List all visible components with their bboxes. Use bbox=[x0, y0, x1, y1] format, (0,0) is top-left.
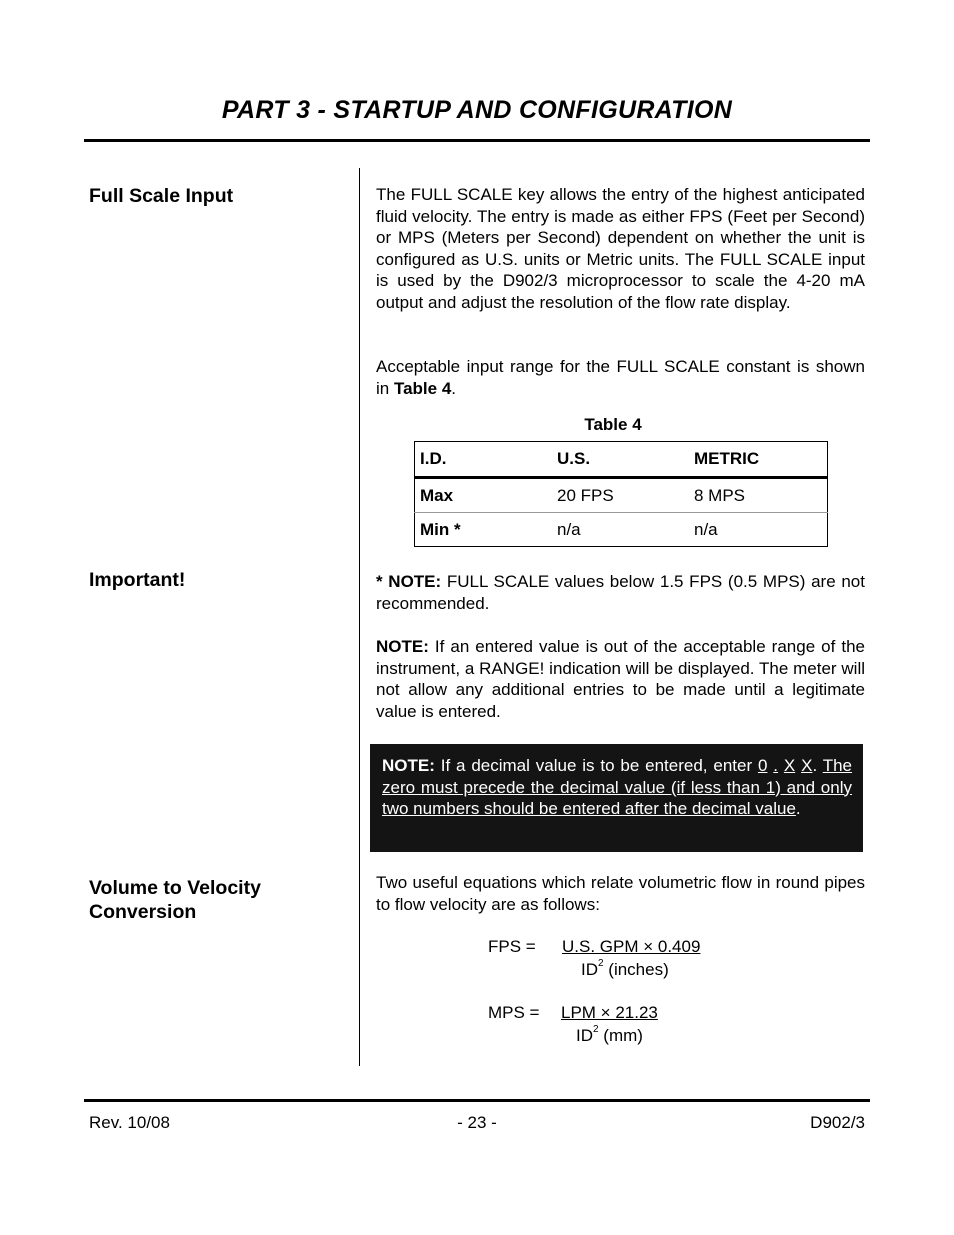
heading-full-scale-input: Full Scale Input bbox=[89, 185, 234, 207]
exponent: 2 bbox=[593, 1024, 599, 1035]
table-row bbox=[415, 478, 828, 513]
table-cell: n/a bbox=[694, 519, 718, 539]
acceptable-range-text: Acceptable input range for the FULL SCALE constant is shown in bbox=[376, 357, 865, 398]
note-text: If a decimal value is to be entered, enter bbox=[434, 756, 758, 775]
table-4 bbox=[414, 441, 828, 547]
equation-fps-lhs: FPS = bbox=[488, 937, 536, 956]
table-cell: Max bbox=[415, 478, 553, 513]
volume-intro: Two useful equations which relate volumetric flow in round pipes to flow velocity are as follows: bbox=[376, 873, 865, 914]
note-label: * NOTE: bbox=[376, 572, 442, 591]
table-header-cell: I.D. bbox=[415, 442, 553, 478]
heading-volume-to-velocity bbox=[89, 876, 261, 924]
heading-important: Important! bbox=[89, 569, 186, 591]
note-full-scale bbox=[376, 571, 865, 614]
decimal-digit: X bbox=[783, 756, 796, 775]
equation-mps-lhs: MPS = bbox=[488, 1003, 540, 1022]
table-row bbox=[415, 513, 828, 547]
acceptable-range-paragraph bbox=[376, 356, 865, 399]
note-end: . bbox=[795, 799, 801, 818]
acceptable-range-end: . bbox=[451, 378, 457, 398]
note-range bbox=[376, 636, 865, 722]
denominator-id: ID bbox=[581, 960, 598, 979]
footer-revision: Rev. 10/08 bbox=[89, 1113, 170, 1132]
equation-mps-numerator: LPM × 21.23 bbox=[561, 1003, 658, 1022]
decimal-zero: 0 bbox=[757, 756, 768, 775]
decimal-point: . bbox=[773, 756, 779, 775]
table-cell: n/a bbox=[557, 519, 581, 539]
note-text: FULL SCALE values below 1.5 FPS (0.5 MPS) are not recommended. bbox=[376, 572, 865, 613]
table-cell: 8 MPS bbox=[689, 478, 828, 513]
decimal-digit: X bbox=[801, 756, 813, 775]
equation-fps-numerator: U.S. GPM × 0.409 bbox=[562, 937, 701, 956]
note-label: NOTE: bbox=[382, 756, 435, 775]
equation-mps-denominator bbox=[576, 1026, 643, 1046]
note-period: . bbox=[812, 756, 818, 775]
decimal-note-box bbox=[370, 744, 863, 852]
column-divider bbox=[359, 168, 360, 1066]
denominator-unit: (inches) bbox=[603, 960, 669, 979]
equation-fps-denominator bbox=[581, 960, 669, 980]
table-header-cell: U.S. bbox=[552, 442, 689, 478]
table-caption: Table 4 bbox=[584, 415, 642, 434]
note-text: If an entered value is out of the acceptable range of the instrument, a RANGE! indication will be displayed. The meter will not allow any additional entries to be made until a legitimate value is entered. bbox=[376, 637, 865, 721]
table-header-row bbox=[415, 442, 828, 478]
full-scale-description: The FULL SCALE key allows the entry of the highest anticipated fluid velocity. The entry is made as either FPS (Feet per Second) or MPS (Meters per Second) dependent on whether the unit is configured as U.S. units or Metric units. The FULL SCALE input is used by the D902/3 microprocessor to scale the 4-20 mA output and adjust the resolution of the flow rate display. bbox=[376, 185, 865, 312]
footer-rule bbox=[84, 1099, 870, 1102]
table-cell: 20 FPS bbox=[552, 478, 689, 513]
heading-line: Conversion bbox=[89, 901, 197, 923]
exponent: 2 bbox=[598, 958, 604, 969]
header-rule bbox=[84, 139, 870, 142]
footer-page-number: - 23 - bbox=[457, 1113, 497, 1132]
denominator-id: ID bbox=[576, 1026, 593, 1045]
page-title: PART 3 - STARTUP AND CONFIGURATION bbox=[221, 96, 733, 124]
table-cell: Min * bbox=[420, 519, 461, 539]
table-reference: Table 4 bbox=[393, 378, 452, 398]
table-header-cell: METRIC bbox=[689, 442, 828, 478]
footer-model: D902/3 bbox=[810, 1113, 865, 1132]
note-underlined-text: The zero must precede the decimal value (if less than 1) and only two numbers should be entered after the decimal value bbox=[382, 756, 853, 818]
denominator-unit: (mm) bbox=[598, 1026, 643, 1045]
note-label: NOTE: bbox=[376, 637, 429, 656]
heading-line: Volume to Velocity bbox=[89, 877, 261, 899]
